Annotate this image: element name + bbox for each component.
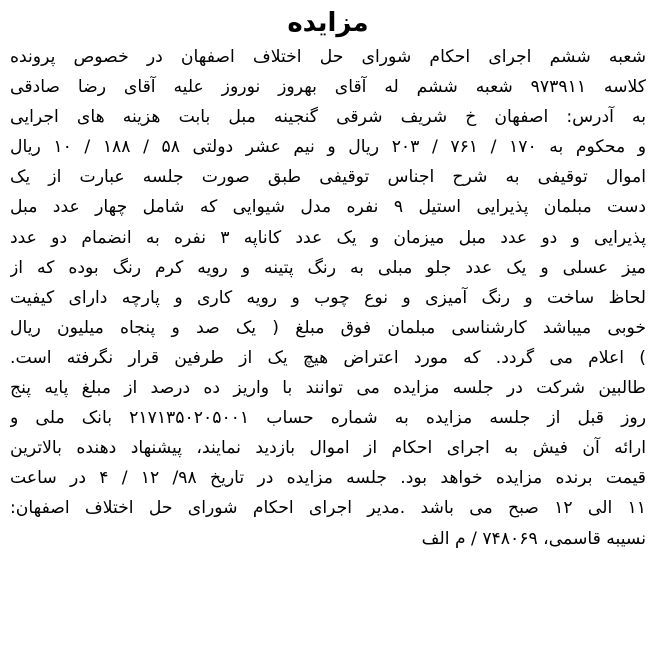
notice-body <box>10 42 646 554</box>
notice-line: پذیرایی و دو عدد مبل میزمان و یک عدد کاناپه ۳ نفره به انضمام دو عدد <box>10 227 646 248</box>
notice-line: روز قبل از جلسه مزایده به شماره حساب ۲۱۷۱۳۵۰۲۰۵۰۰۱ بانک ملی و <box>10 408 646 429</box>
notice-line: کلاسه ۹۷۳۹۱۱ شعبه ششم له آقای بهروز نوروز علیه آقای رضا صادقی <box>10 77 646 98</box>
notice-line: دست مبلمان پذیرایی استیل ۹ نفره مدل شیوایی که شامل چهار عدد مبل <box>10 197 646 218</box>
notice-line: ارائه آن فیش به اجرای احکام از اموال بازدید نمایند، پیشنهاد دهنده بالاترین <box>10 438 646 459</box>
notice-line: ۱۱ الی ۱۲ صبح می باشد .مدیر اجرای احکام شورای حل اختلاف اصفهان: <box>10 498 646 519</box>
notice-line: لحاظ ساخت و رنگ آمیزی و نوع چوب و رویه کاری و پارچه دارای کیفیت <box>10 287 646 308</box>
notice-line-last: نسیبه قاسمی، ۷۴۸۰۶۹ / م الف <box>421 528 646 549</box>
notice-line: قیمت برنده مزایده خواهد بود. جلسه مزایده در تاریخ ۹۸/ ۱۲ / ۴ در ساعت <box>10 468 646 489</box>
notice-title: مزایده <box>287 8 369 38</box>
notice-line: خوبی میباشد کارشناسی مبلمان فوق مبلغ ( یک صد و پنجاه میلیون ریال <box>10 317 646 338</box>
notice-line: ) اعلام می گردد. که مورد اعتراض هیچ یک از طرفین قرار نگرفته است. <box>10 347 646 368</box>
notice-line: اموال توقیفی به شرح اجناس توقیفی طبق صورت جلسه عبارت از یک <box>10 167 646 188</box>
notice-line: شعبه ششم اجرای احکام شورای حل اختلاف اصفهان در خصوص پرونده <box>10 47 646 67</box>
notice-line: به آدرس: اصفهان خ شریف شرقی گنجینه مبل بابت هزینه های اجرایی <box>10 107 646 128</box>
notice-line: میز عسلی و یک عدد جلو مبلی به رنگ پتینه و رویه کرم رنگ بوده که از <box>10 257 646 278</box>
notice-line: و محکوم به ۱۷۰ / ۷۶۱ / ۲۰۳ ریال و نیم عشر دولتی ۵۸ / ۱۸۸ / ۱۰ ریال <box>10 137 646 158</box>
notice-line: طالبین شرکت در جلسه مزایده می توانند با واریز ده درصد از مبلغ پایه پنج <box>10 378 646 399</box>
